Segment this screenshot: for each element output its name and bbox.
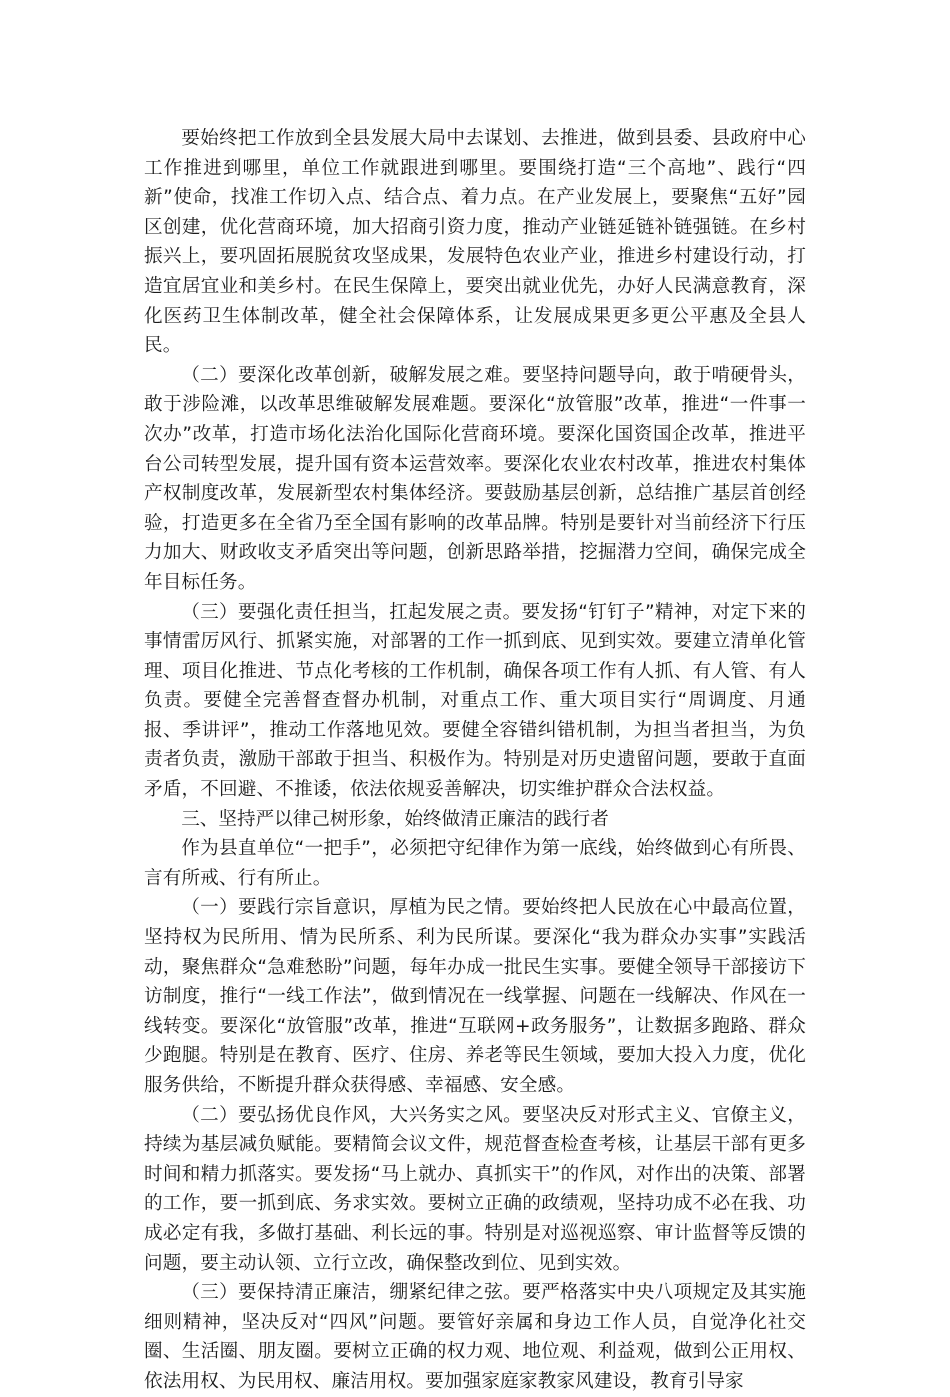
- paragraph-section-intro: 作为县直单位“一把手”，必须把守纪律作为第一底线，始终做到心有所畏、言有所戒、行有所止。: [144, 838, 806, 889]
- paragraph-work-style: （二）要弘扬优良作风，大兴务实之风。要坚决反对形式主义、官僚主义，持续为基层减负赋能。要精简会议文件，规范督查检查考核，让基层干部有更多时间和精力抓落实。要发扬“马上就办、真抓实干”的作风，对作出的决策、部署的工作，要一抓到底、务求实效。要树立正确的政绩观，坚持功成不必在我、功成必定有我，多做打基础、利长远的事。特别是对巡视巡察、审计监督等反馈的问题，要主动认领、立行立改，确保整改到位、见到实效。: [144, 1104, 806, 1274]
- paragraph-intro-work-focus: 要始终把工作放到全县发展大局中去谋划、去推进，做到县委、县政府中心工作推进到哪里，单位工作就跟进到哪里。要围绕打造“三个高地”、践行“四新”使命，找准工作切入点、结合点、着力点。在产业发展上，要聚焦“五好”园区创建，优化营商环境，加大招商引资力度，推动产业链延链补链强链。在乡村振兴上，要巩固拓展脱贫攻坚成果，发展特色农业产业，推进乡村建设行动，打造宜居宜业和美乡村。在民生保障上，要突出就业优先，办好人民满意教育，深化医药卫生体制改革，健全社会保障体系，让发展成果更多更公平惠及全县人民。: [144, 128, 806, 357]
- paragraph-reform-innovation: （二）要深化改革创新，破解发展之难。要坚持问题导向，敢于啃硬骨头，敢于涉险滩，以改革思维破解发展难题。要深化“放管服”改革，推进“一件事一次办”改革，打造市场化法治化国际化营商环境。要深化国资国企改革，推进平台公司转型发展，提升国有资本运营效率。要深化农业农村改革，推进农村集体产权制度改革，发展新型农村集体经济。要鼓励基层创新，总结推广基层首创经验，打造更多在全省乃至全国有影响的改革品牌。特别是要针对当前经济下行压力加大、财政收支矛盾突出等问题，创新思路举措，挖掘潜力空间，确保完成全年目标任务。: [144, 364, 806, 593]
- paragraph-serve-people: （一）要践行宗旨意识，厚植为民之情。要始终把人民放在心中最高位置，坚持权为民所用、情为民所系、利为民所谋。要深化“我为群众办实事”实践活动，聚焦群众“急难愁盼”问题，每年办成一批民生实事。要健全领导干部接访下访制度，推行“一线工作法”，做到情况在一线掌握、问题在一线解决、作风在一线转变。要深化“放管服”改革，推进“互联网+政务服务”，让数据多跑路、群众少跑腿。特别是在教育、医疗、住房、养老等民生领域，要加大投入力度，优化服务供给，不断提升群众获得感、幸福感、安全感。: [144, 897, 806, 1096]
- document-page: [144, 124, 806, 1397]
- paragraph-responsibility: （三）要强化责任担当，扛起发展之责。要发扬“钉钉子”精神，对定下来的事情雷厉风行、抓紧实施，对部署的工作一抓到底、见到实效。要建立清单化管理、项目化推进、节点化考核的工作机制，确保各项工作有人抓、有人管、有人负责。要健全完善督查督办机制，对重点工作、重大项目实行“周调度、月通报、季讲评”，推动工作落地见效。要健全容错纠错机制，为担当者担当，为负责者负责，激励干部敢于担当、积极作为。特别是对历史遗留问题，要敢于直面矛盾，不回避、不推诿，依法依规妥善解决，切实维护群众合法权益。: [144, 601, 806, 801]
- paragraph-integrity: （三）要保持清正廉洁，绷紧纪律之弦。要严格落实中央八项规定及其实施细则精神，坚决反对“四风”问题。要管好亲属和身边工作人员，自觉净化社交圈、生活圈、朋友圈。要树立正确的权力观、地位观、利益观，做到公正用权、依法用权、为民用权、廉洁用权。要加强家庭家教家风建设，教育引导家: [144, 1282, 806, 1392]
- section-heading-3: 三、坚持严以律己树形象，始终做清正廉洁的践行者: [181, 808, 609, 830]
